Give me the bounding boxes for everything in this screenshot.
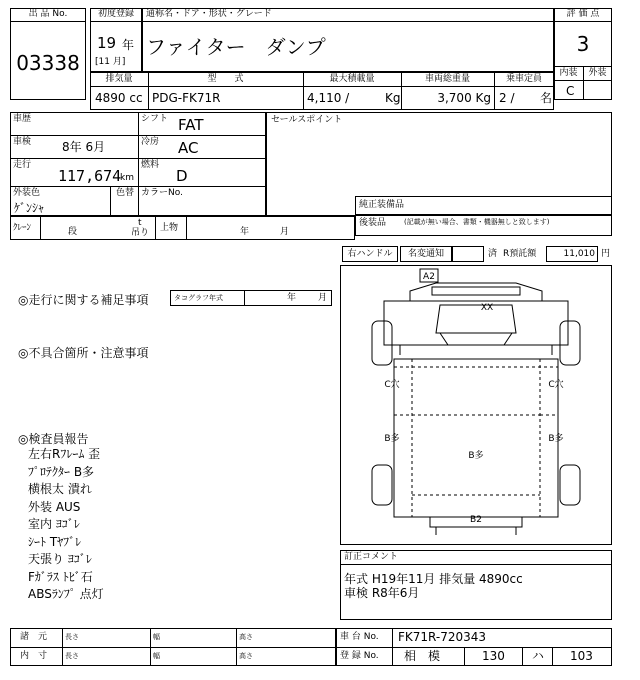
report-line: ｼｰﾄ Tﾔﾌﾞﾚ [28,534,82,549]
height-label: 高さ [239,633,253,641]
grade-label: 評 価 点 [566,9,600,19]
lot-label: 出 品 No. [28,9,68,19]
exterior-label: 外装 [588,68,607,78]
shift-label: シフト [141,114,169,124]
cab-visor [432,287,520,295]
driving-notes-label: ◎走行に関する補足事項 [18,293,149,307]
color-label: 外装色 [13,188,41,198]
report-line: ﾌﾟﾛﾃｸﾀｰ B多 [28,464,95,479]
max-load-unit: Kg [385,91,401,105]
mark-b-many-center: B多 [468,451,484,461]
recycle-unit: 円 [601,249,611,259]
width-label: 幅 [153,633,160,641]
crane-label: ｸﾚｰﾝ [13,223,32,233]
name-change-value [452,246,484,262]
inspection-value: 8年 6月 [62,140,106,154]
divider [10,647,336,648]
divider [150,628,151,666]
mark-xx: XX [480,303,494,313]
history-label: 車歴 [13,114,32,124]
interior-label: 内装 [559,68,578,78]
divider [236,628,237,666]
comment-line: 車検 R8年6月 [344,586,420,600]
sales-point-label: セールスポイント [271,115,343,125]
truck-diagram [340,265,612,545]
report-line: 横根太 潰れ [28,482,92,496]
ac-value: AC [178,139,199,157]
front-left-wheel [372,321,392,365]
comment-line: 年式 H19年11月 排気量 4890cc [344,572,523,586]
displacement-label: 排気量 [105,74,133,84]
length-label: 長さ [65,652,79,660]
upper-month: 月 [280,227,290,237]
report-line: 左右Rﾌﾚｰﾑ 歪 [28,447,101,461]
divider [554,80,612,81]
windshield-lower [440,333,512,345]
year-unit: 年 [122,38,135,52]
tachograph-label: タコグラフ年式 [174,294,223,302]
divider [90,86,554,87]
divider [62,628,63,666]
divider [340,564,612,565]
reg-area: 相 模 [404,649,441,663]
divider [10,135,266,136]
fuel-label: 燃料 [141,160,160,170]
divider [10,21,86,22]
first-reg-month: [11 月] [95,57,126,67]
dimensions-label: 諸 元 [20,632,48,642]
model-label: 型 式 [207,74,244,84]
displacement: 4890 cc [95,91,143,105]
mileage-label: 走行 [13,160,32,170]
divider [90,21,142,22]
first-reg-label: 初度登録 [97,9,134,19]
report-list [28,446,104,604]
name-change-label: 名変通知 [407,249,444,259]
shift-value: FAT [178,116,204,134]
tacho-year: 年 [287,293,297,303]
std-equipment-label: 純正装備品 [359,200,405,210]
max-load: 4,110 / [307,91,350,105]
inspection-label: 車検 [13,137,32,147]
crane-stage: 段 [68,227,78,237]
report-line: 天張り ﾖｺﾞﾚ [28,552,92,566]
height-label: 高さ [239,652,253,660]
crane-box [10,216,355,240]
mark-a2: A2 [423,272,435,282]
divider [355,214,612,215]
upper-year: 年 [240,227,250,237]
cab-body [384,301,568,345]
upper-label: 上物 [160,223,179,233]
crane-ton: t [138,218,142,228]
mark-c-hole-right: C穴 [548,380,564,390]
recycle-amount: 11,010 [563,249,595,259]
rear-left-wheel [372,465,392,505]
color-change-label: 色替 [116,188,135,198]
divider [138,186,139,216]
chassis-value: FK71R-720343 [398,630,487,644]
divider [10,158,266,159]
gross-weight: 3,700 Kg [437,91,491,105]
interior-grade: C [566,84,575,98]
report-line: Fｶﾞﾗｽ ﾄﾋﾞ石 [28,569,93,584]
divider [138,112,139,188]
interior-dims-label: 内 寸 [20,651,48,661]
length-label: 長さ [65,633,79,641]
inspector-report-label: ◎検査員報告 [18,432,89,446]
divider [392,628,393,666]
crane-hang: 吊り [131,228,150,238]
defects-label: ◎不具合箇所・注意事項 [18,346,149,360]
mileage-unit: km [120,173,134,183]
mark-b-many-right: B多 [548,434,564,444]
dump-bed [394,359,558,517]
reg-kana: ハ [532,649,545,663]
divider [155,216,156,240]
windshield [436,305,516,333]
aftermarket-note: (記載が無い場合、書類・機器無しと致します) [404,218,550,226]
car-name-label: 通称名・ドア・形状・グレード [146,9,272,19]
gross-weight-label: 車両総重量 [424,74,470,84]
width-label: 幅 [153,652,160,660]
mark-b2: B2 [470,515,482,525]
front-right-wheel [560,321,580,365]
mark-c-hole-left: C穴 [384,380,400,390]
grade-value: 3 [576,32,590,56]
lot-number: 03338 [16,51,80,75]
ac-label: 冷房 [141,137,160,147]
mark-b-many-left: B多 [384,434,400,444]
car-name: ファイター ダンプ [146,35,326,59]
aftermarket-label: 後装品 [359,218,387,228]
color-value: ｹﾞﾝｼｬ [14,201,45,215]
recycle-label: R預託額 [503,249,537,259]
divider [552,647,553,666]
divider [186,216,187,240]
divider [110,186,111,216]
divider [522,647,523,666]
tacho-month: 月 [318,293,328,303]
divider [244,290,245,306]
model: PDG-FK71R [152,91,221,105]
capacity-unit: 名 [540,91,553,105]
color-code-label: カラーNo. [141,188,183,198]
fuel-value: D [176,167,188,185]
reg-label: 登 録 No. [340,651,379,661]
right-hand-label: 右ハンドル [347,249,393,259]
deposit-label: 済 [488,249,498,259]
first-reg-year: 19 [97,34,117,52]
reg-number: 103 [570,649,593,663]
divider [40,216,41,240]
divider [464,647,465,666]
divider [336,647,612,648]
capacity: 2 / [499,91,515,105]
reg-class: 130 [482,649,505,663]
report-line: 外装 AUS [28,499,81,514]
cab-roof [410,283,542,301]
max-load-label: 最大積載量 [329,74,375,84]
report-line: 室内 ﾖｺﾞﾚ [28,517,80,531]
rear-right-wheel [560,465,580,505]
divider [554,21,612,22]
comment-label: 訂正コメント [344,552,399,562]
chassis-label: 車 台 No. [340,632,379,642]
mileage-value: 117,674 [58,167,122,185]
capacity-label: 乗車定員 [505,74,542,84]
report-line: ABSﾗﾝﾌﾟ 点灯 [28,587,104,601]
divider [142,21,554,22]
